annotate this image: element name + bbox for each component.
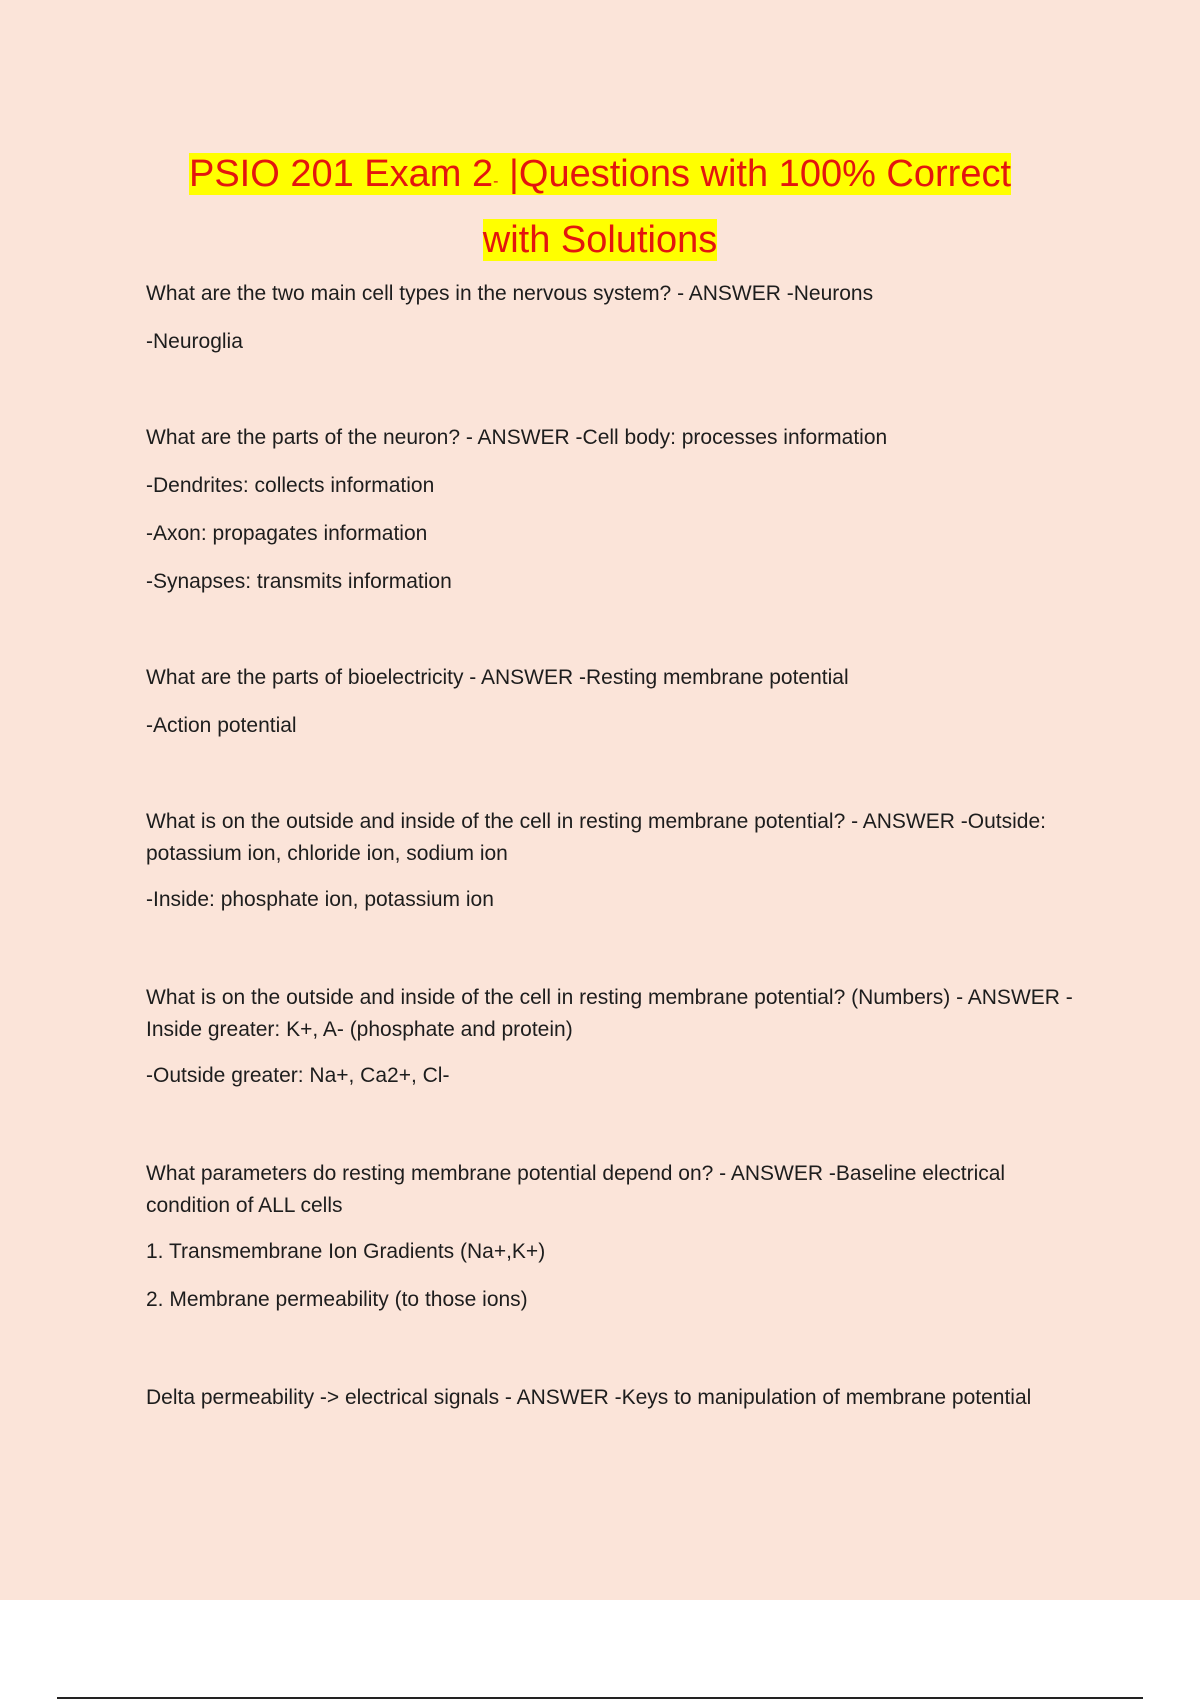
qa-block-6: [146, 1158, 1086, 1332]
title-mark: -: [493, 173, 499, 190]
title-line-1: [189, 153, 1011, 195]
qa-line: What is on the outside and inside of the cell in resting membrane potential? - ANSWER -Outside: potassium ion, chloride ion, sodium ion: [146, 810, 1046, 865]
qa-line: Delta permeability -> electrical signals - ANSWER -Keys to manipulation of membrane potential: [146, 1386, 1032, 1409]
qa-line: What are the parts of the neuron? - ANSWER -Cell body: processes information: [146, 426, 888, 449]
qa-line: 1. Transmembrane Ion Gradients (Na+,K+): [146, 1240, 546, 1263]
qa-line: -Neuroglia: [146, 330, 243, 353]
qa-line: -Action potential: [146, 714, 297, 737]
title-line-2: with Solutions: [482, 219, 718, 261]
title-text-b: |Questions with 100% Correct: [498, 153, 1012, 195]
document-title: [0, 145, 1200, 269]
qa-line: -Inside: phosphate ion, potassium ion: [146, 888, 494, 911]
qa-block-7: [146, 1382, 1086, 1430]
qa-line: 2. Membrane permeability (to those ions): [146, 1288, 528, 1311]
qa-line: What are the two main cell types in the nervous system? - ANSWER -Neurons: [146, 282, 874, 305]
qa-line: -Synapses: transmits information: [146, 570, 452, 593]
qa-block-3: [146, 662, 1086, 758]
qa-line: What are the parts of bioelectricity - ANSWER -Resting membrane potential: [146, 666, 849, 689]
qa-block-4: [146, 806, 1086, 932]
qa-block-2: [146, 422, 1086, 614]
qa-line: What parameters do resting membrane potential depend on? - ANSWER -Baseline electrical condition of ALL cells: [146, 1162, 1006, 1217]
footer-rule: [57, 1697, 1143, 1699]
qa-block-5: [146, 982, 1086, 1108]
qa-block-1: [146, 278, 1086, 374]
title-text-a: PSIO 201 Exam 2: [188, 153, 494, 195]
qa-line: What is on the outside and inside of the cell in resting membrane potential? (Numbers) - ANSWER -Inside greater: K+, A- (phosphate and protein): [146, 986, 1073, 1041]
qa-line: -Dendrites: collects information: [146, 474, 435, 497]
qa-line: -Axon: propagates information: [146, 522, 428, 545]
qa-line: -Outside greater: Na+, Ca2+, Cl-: [146, 1064, 450, 1087]
